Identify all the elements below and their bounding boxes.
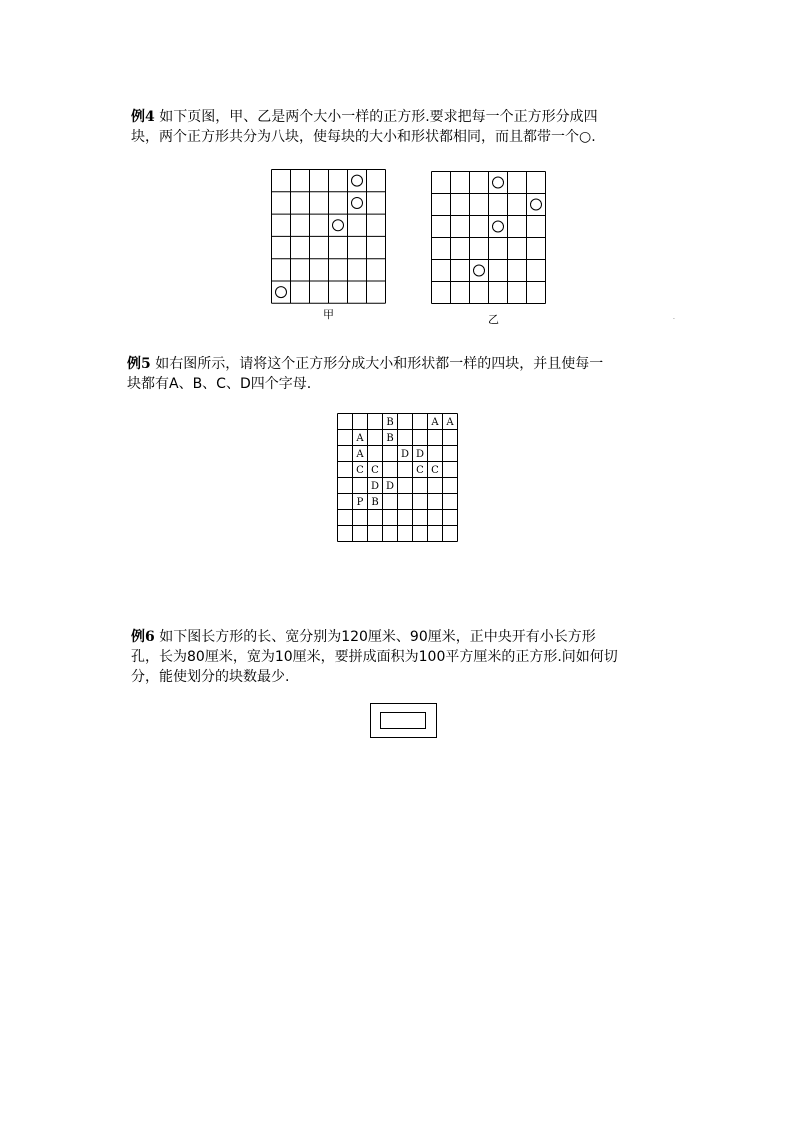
ex4-grid-yi — [431, 171, 546, 303]
ex6-rectangle-figure — [370, 703, 438, 739]
grid-letter: C — [431, 465, 439, 476]
ex4-paragraph — [131, 107, 598, 127]
grid-letter: B — [386, 417, 394, 428]
grid-letter: A — [431, 417, 439, 428]
grid-letter: A — [356, 433, 364, 444]
ex4-line1: 如下页图，甲、乙是两个大小一样的正方形.要求把每一个正方形分成四 — [159, 109, 598, 125]
grid-letter: C — [416, 465, 424, 476]
circle-marker — [276, 287, 287, 298]
ex6-line2-wrap — [131, 647, 618, 667]
grid-letter: A — [356, 449, 364, 460]
ex6-line3: 分，能使划分的块数最少. — [131, 669, 290, 685]
circle-marker — [333, 220, 344, 231]
grid-letter: C — [371, 465, 379, 476]
ex6-inner-slot — [381, 713, 426, 729]
ex5-label: 例5 — [127, 356, 151, 372]
grid-letter: A — [446, 417, 454, 428]
ex6-paragraph — [131, 627, 596, 647]
ex5-letter-grid — [337, 413, 457, 541]
ex4-line2-wrap — [131, 127, 596, 147]
ex4-caption-yi: 乙 — [488, 313, 499, 326]
ex5-line2-wrap — [127, 374, 311, 394]
ex6-line2: 孔，长为80厘米，宽为10厘米，要拼成面积为100平方厘米的正方形.问如何切 — [131, 649, 618, 665]
ex6-label: 例6 — [131, 629, 155, 645]
ex5-line2: 块都有A、B、C、D四个字母. — [127, 376, 312, 392]
grid-letter: B — [371, 497, 379, 508]
ex4-caption-jia: 甲 — [323, 308, 334, 321]
ex4-grid-jia — [271, 169, 387, 301]
ex4-stray-mark: · — [673, 316, 675, 323]
ex6-line3-wrap — [131, 667, 289, 687]
circle-marker — [474, 265, 485, 276]
grid-letter: B — [386, 433, 394, 444]
grid-letter: D — [385, 481, 395, 492]
grid-letter: D — [400, 449, 410, 460]
circle-marker — [352, 197, 363, 208]
ex4-line2: 块，两个正方形共分为八块，使每块的大小和形状都相同，而且都带一个○. — [131, 129, 596, 145]
circle-marker — [493, 221, 504, 232]
grid-letter: C — [356, 465, 364, 476]
ex4-label: 例4 — [131, 109, 155, 125]
grid-letter: P — [356, 497, 364, 508]
ex6-line1: 如下图长方形的长、宽分别为120厘米、90厘米，正中央开有小长方形 — [159, 629, 596, 645]
grid-letter: D — [370, 481, 380, 492]
ex5-line1: 如右图所示，请将这个正方形分成大小和形状都一样的四块，并且使每一 — [155, 356, 604, 372]
circle-marker — [352, 175, 363, 186]
circle-marker — [531, 199, 542, 210]
circle-marker — [493, 177, 504, 188]
ex5-paragraph — [127, 354, 603, 374]
grid-letter: D — [415, 449, 425, 460]
